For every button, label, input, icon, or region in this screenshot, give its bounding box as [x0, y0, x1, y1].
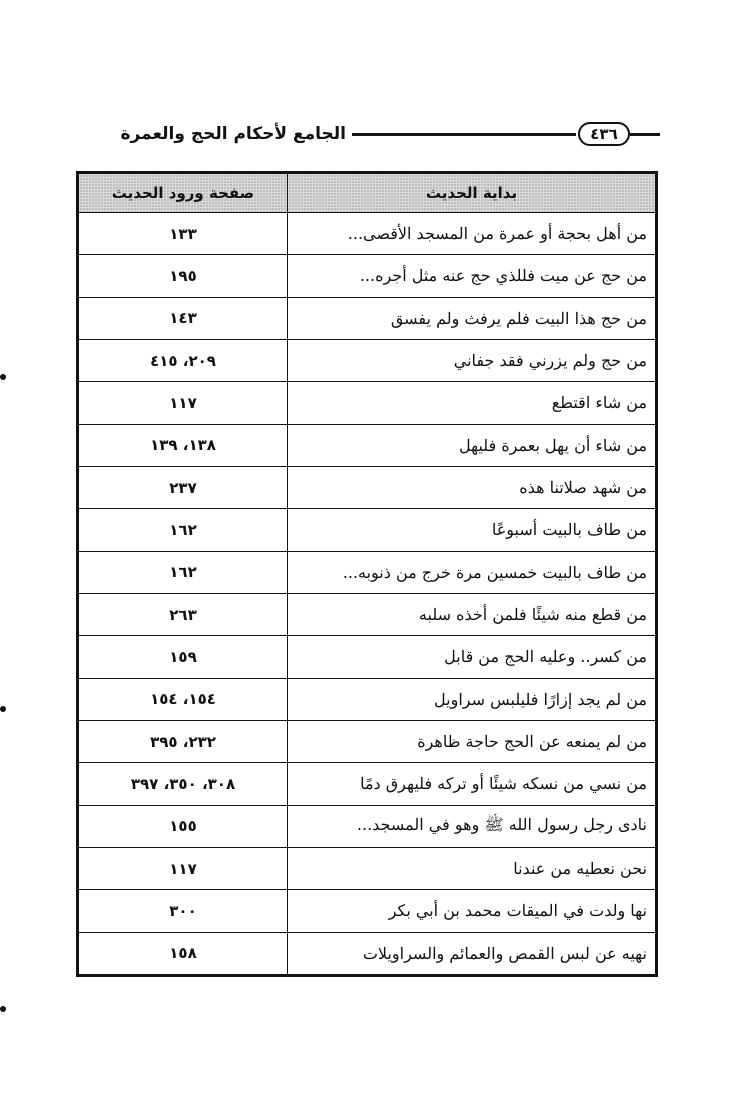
- page-header: [62, 118, 658, 152]
- hadith-index-table: [76, 171, 658, 977]
- column-header-pages: صفحة ورود الحديث: [79, 174, 288, 213]
- margin-mark: [0, 1006, 6, 1012]
- page-refs-cell: ١٤٣: [79, 297, 288, 339]
- book-title: الجامع لأحكام الحج والعمرة: [120, 124, 346, 144]
- page-refs-cell: ٣٠٨، ٣٥٠، ٣٩٧: [79, 763, 288, 805]
- table-row: [79, 424, 656, 466]
- page-refs-cell: ١٥٤، ١٥٤: [79, 678, 288, 720]
- page-refs-cell: ١١٧: [79, 847, 288, 889]
- hadith-cell: نادى رجل رسول الله ﷺ وهو في المسجد...: [288, 805, 656, 847]
- table-row: [79, 382, 656, 424]
- hadith-cell: من شاء اقتطع: [288, 382, 656, 424]
- table-row: [79, 213, 656, 255]
- hadith-cell: من نسي من نسكه شيئًا أو تركه فليهرق دمًا: [288, 763, 656, 805]
- page-refs-cell: ١٣٨، ١٣٩: [79, 424, 288, 466]
- page-refs-cell: ١٥٥: [79, 805, 288, 847]
- hadith-cell: من قطع منه شيئًا فلمن أخذه سلبه: [288, 593, 656, 635]
- table-row: [79, 466, 656, 508]
- table-row: [79, 890, 656, 932]
- header-rule: [352, 133, 576, 136]
- hadith-cell: نحن نعطيه من عندنا: [288, 847, 656, 889]
- hadith-cell: من شهد صلاتنا هذه: [288, 466, 656, 508]
- table-row: [79, 593, 656, 635]
- hadith-cell: نهيه عن لبس القمص والعمائم والسراويلات: [288, 932, 656, 974]
- table-row: [79, 720, 656, 762]
- table-row: [79, 339, 656, 381]
- table-row: [79, 932, 656, 974]
- hadith-cell: من حج عن ميت فللذي حج عنه مثل أجره...: [288, 255, 656, 297]
- page-refs-cell: ١٦٢: [79, 509, 288, 551]
- hadith-cell: من حج ولم يزرني فقد جفاني: [288, 339, 656, 381]
- table-row: [79, 678, 656, 720]
- table-row: [79, 255, 656, 297]
- page-number-badge: ٤٣٦: [578, 122, 630, 146]
- margin-mark: [0, 374, 6, 380]
- column-header-hadith: بداية الحديث: [288, 174, 656, 213]
- page-refs-cell: ٣٠٠: [79, 890, 288, 932]
- hadith-cell: من طاف بالبيت أسبوعًا: [288, 509, 656, 551]
- hadith-cell: من أهل بحجة أو عمرة من المسجد الأقصى...: [288, 213, 656, 255]
- table-row: [79, 509, 656, 551]
- hadith-cell: من لم يمنعه عن الحج حاجة ظاهرة: [288, 720, 656, 762]
- margin-mark: [0, 706, 6, 712]
- table-row: [79, 551, 656, 593]
- header-rule-end: [630, 133, 660, 136]
- hadith-cell: من كسر.. وعليه الحج من قابل: [288, 636, 656, 678]
- page-refs-cell: ١٥٨: [79, 932, 288, 974]
- table-row: [79, 636, 656, 678]
- hadith-cell: من حج هذا البيت فلم يرفث ولم يفسق: [288, 297, 656, 339]
- page-refs-cell: ١٦٢: [79, 551, 288, 593]
- page-refs-cell: ٢٠٩، ٤١٥: [79, 339, 288, 381]
- page-refs-cell: ٢٦٣: [79, 593, 288, 635]
- table-row: [79, 847, 656, 889]
- index-table: [78, 173, 656, 975]
- table-row: [79, 763, 656, 805]
- hadith-cell: من شاء أن يهل بعمرة فليهل: [288, 424, 656, 466]
- table-row: [79, 297, 656, 339]
- table-row: [79, 805, 656, 847]
- hadith-cell: من لم يجد إزارًا فليلبس سراويل: [288, 678, 656, 720]
- table-body: [79, 213, 656, 975]
- page-refs-cell: ٢٣٧: [79, 466, 288, 508]
- page-refs-cell: ٢٣٢، ٣٩٥: [79, 720, 288, 762]
- page-refs-cell: ١١٧: [79, 382, 288, 424]
- hadith-cell: من طاف بالبيت خمسين مرة خرج من ذنوبه...: [288, 551, 656, 593]
- page-refs-cell: ١٩٥: [79, 255, 288, 297]
- table-header-row: [79, 174, 656, 213]
- page-refs-cell: ١٣٣: [79, 213, 288, 255]
- hadith-cell: نها ولدت في الميقات محمد بن أبي بكر: [288, 890, 656, 932]
- page-refs-cell: ١٥٩: [79, 636, 288, 678]
